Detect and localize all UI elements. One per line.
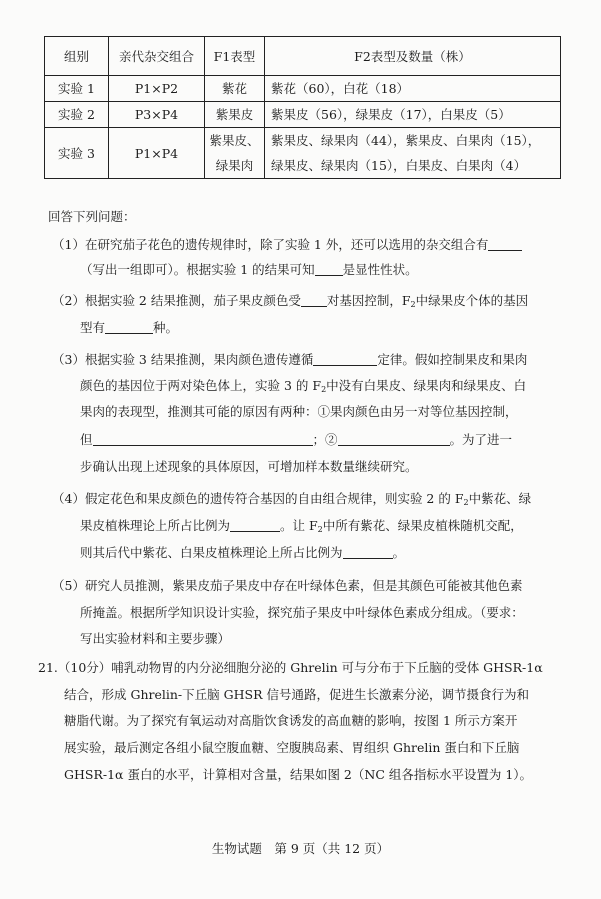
question-3-line-4 [80, 430, 512, 448]
question-4-line-2: 果皮植株理论上所占比例为 。让 $F_2$中所有紫花、绿果皮植株随机交配， [80, 518, 523, 534]
text: 但 [80, 432, 93, 447]
table-header-row [45, 37, 561, 76]
question-3-line-3: 果肉的表现型，推测其可能的原因有两种：①果肉颜色由另一对等位基因控制， [80, 404, 518, 419]
text: 中没有白果皮、绿果肉和绿果皮、白 [326, 378, 527, 393]
table-cell: 实验 1 [45, 76, 109, 102]
question-1-line-1 [52, 235, 522, 253]
text: ；② [312, 432, 338, 447]
question-21-line-5: GHSR-1α 蛋白的水平，计算相对含量，结果如图 2（NC 组各指标水平设置为 1）。 [64, 767, 533, 782]
cell-line: 紫果皮、 [209, 133, 260, 148]
table-header: F1表型 [205, 37, 265, 76]
cell-line: 绿果皮、绿果肉（15），白果皮、白果肉（4） [271, 158, 527, 173]
question-3-line-5: 步确认出现上述现象的具体原因，可增加样本数量继续研究。 [80, 459, 418, 474]
text: 。为了进一 [449, 432, 513, 447]
text: 定律。假如控制果皮和果肉 [377, 352, 528, 367]
question-4-line-3 [80, 543, 405, 561]
text: 。 [392, 545, 406, 560]
table-cell: 实验 3 [45, 128, 109, 179]
table-row [45, 102, 561, 128]
table-row [45, 128, 561, 179]
table-header: F2表型及数量（株） [265, 37, 561, 76]
answer-blank [105, 321, 153, 334]
question-21-line-1: 21.（10分）哺乳动物胃的内分泌细胞分泌的 Ghrelin 可与分布于下丘脑的受体 GHSR-1α [38, 660, 543, 675]
text: 种。 [153, 320, 179, 335]
cell-line: 紫果皮、绿果肉（44），紫果皮、白果肉（15）， [271, 133, 541, 148]
question-5-line-3: 写出实验材料和主要步骤） [80, 631, 231, 646]
question-5-line-1: （5）研究人员推测，紫果皮茄子果皮中存在叶绿体色素，但是其颜色可能被其他色素 [52, 578, 523, 593]
table-cell: 紫果皮 [205, 102, 265, 128]
question-2-line-2 [80, 318, 178, 336]
question-21-line-2: 结合，形成 Ghrelin-下丘脑 GHSR 信号通路，促进生长激素分泌，调节摄食行为和 [64, 687, 529, 702]
text: 。让 F [280, 518, 318, 533]
text: 是显性性状。 [342, 262, 418, 277]
text: 中绿果皮个体的基因 [415, 293, 529, 308]
table-header: 组别 [45, 37, 109, 76]
table-cell [205, 128, 265, 179]
table-row [45, 76, 561, 102]
cell-line: 绿果肉 [215, 158, 254, 173]
answer-intro: 回答下列问题： [48, 209, 136, 224]
table-cell: P3×P4 [109, 102, 205, 128]
text: （4）假定花色和果皮颜色的遗传符合基因的自由组合规律，则实验 2 的 F [52, 491, 464, 506]
answer-blank [313, 353, 377, 366]
genetics-results-table [44, 36, 561, 179]
text: 型有 [80, 320, 106, 335]
question-21-line-4: 展实验，最后测定各组小鼠空腹血糖、空腹胰岛素、胃组织 Ghrelin 蛋白和下丘脑 [64, 740, 520, 755]
answer-blank [338, 433, 450, 446]
text: （1）在研究茄子花色的遗传规律时，除了实验 1 外，还可以选用的杂交组合有 [52, 237, 489, 252]
table-cell: 紫花（60），白花（18） [265, 76, 561, 102]
question-2-line-1: （2）根据实验 2 结果推测，茄子果皮颜色受 对基因控制，$F_2$中绿果皮个体的基因 [52, 293, 529, 309]
text: 颜色的基因位于两对染色体上，实验 3 的 F [80, 378, 322, 393]
table-cell: P1×P4 [109, 128, 205, 179]
table-header: 亲代杂交组合 [109, 37, 205, 76]
text: 中紫花、绿 [468, 491, 532, 506]
question-5-line-2: 所掩盖。根据所学知识设计实验，探究茄子果皮中叶绿体色素成分组成。（要求： [80, 605, 524, 620]
table-cell: 紫花 [205, 76, 265, 102]
text: 果皮植株理论上所占比例为 [80, 518, 231, 533]
table-cell [265, 128, 561, 179]
text: （2）根据实验 2 结果推测，茄子果皮颜色受 [52, 293, 301, 308]
table-cell: 实验 2 [45, 102, 109, 128]
answer-blank [488, 238, 522, 251]
table-cell: P1×P2 [109, 76, 205, 102]
answer-blank [230, 519, 280, 532]
question-1-line-2 [80, 260, 418, 278]
text: （3）根据实验 3 结果推测，果肉颜色遗传遵循 [52, 352, 314, 367]
text: 则其后代中紫花、白果皮植株理论上所占比例为 [80, 545, 343, 560]
question-3-line-1 [52, 350, 527, 368]
text: 对基因控制，F [326, 293, 411, 308]
text: （写出一组即可）。根据实验 1 的结果可知 [80, 262, 315, 277]
answer-blank [315, 263, 343, 276]
page-footer: 生物试题 第 9 页（共 12 页） [211, 841, 390, 856]
answer-blank [301, 294, 327, 307]
table-cell: 紫果皮（56），绿果皮（17），白果皮（5） [265, 102, 561, 128]
answer-blank [343, 546, 393, 559]
question-21-line-3: 糖脂代谢。为了探究有氧运动对高脂饮食诱发的高血糖的影响，按图 1 所示方案开 [64, 713, 518, 728]
question-4-line-1: （4）假定花色和果皮颜色的遗传符合基因的自由组合规律，则实验 2 的 $F_2$中紫花、绿 [52, 491, 532, 507]
question-3-line-2: 颜色的基因位于两对染色体上，实验 3 的 $F_2$中没有白果皮、绿果肉和绿果皮、白 [80, 378, 527, 394]
text: 中所有紫花、绿果皮植株随机交配， [322, 518, 523, 533]
answer-blank [93, 433, 313, 446]
